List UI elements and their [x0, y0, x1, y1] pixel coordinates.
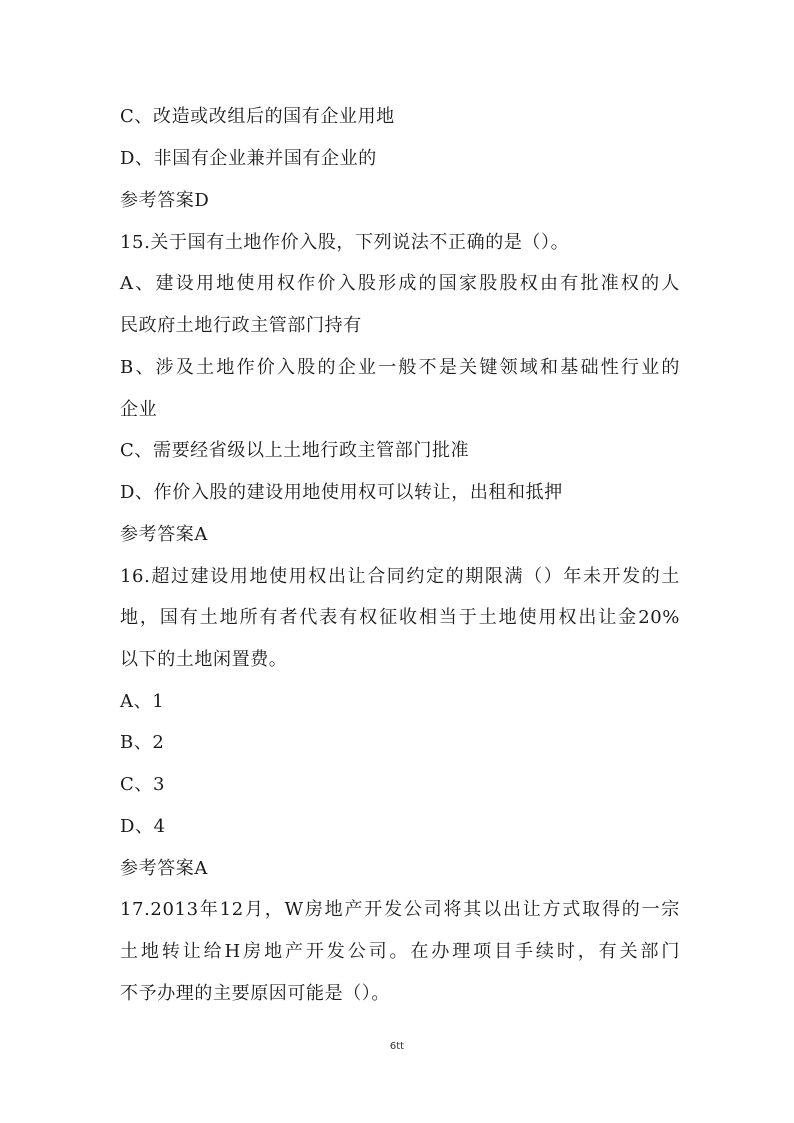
question-17-line2: 土地转让给H房地产开发公司。在办理项目手续时，有关部门 [120, 941, 680, 962]
option-a-q15-line2: 民政府土地行政主管部门持有 [120, 315, 362, 336]
question-16-line3: 以下的土地闲置费。 [120, 649, 288, 670]
option-a-q16: A、1 [120, 691, 165, 712]
option-c-q16: C、3 [120, 774, 166, 795]
option-d-q15: D、作价入股的建设用地使用权可以转让，出租和抵押 [120, 482, 563, 503]
option-d-q14: D、非国有企业兼并国有企业的 [120, 148, 377, 169]
answer-q15: 参考答案A [120, 524, 208, 545]
question-16-line2: 地，国有土地所有者代表有权征收相当于土地使用权出让金20% [120, 607, 680, 628]
option-a-q15-line1: A、建设用地使用权作价入股形成的国家股股权由有批准权的人 [120, 273, 680, 294]
page-number: 6tt [389, 1041, 405, 1052]
question-15: 15.关于国有土地作价入股，下列说法不正确的是（）。 [120, 232, 570, 253]
answer-q14: 参考答案D [120, 190, 210, 211]
option-c-q15: C、需要经省级以上土地行政主管部门批准 [120, 440, 470, 461]
answer-q16: 参考答案A [120, 858, 208, 879]
question-16-line1: 16.超过建设用地使用权出让合同约定的期限满（）年未开发的土 [120, 566, 680, 587]
question-17-line3: 不予办理的主要原因可能是（）。 [120, 983, 390, 1004]
question-17-line1: 17.2013年12月，W房地产开发公司将其以出让方式取得的一宗 [120, 899, 680, 920]
option-b-q15-line2: 企业 [120, 399, 158, 420]
option-d-q16: D、4 [120, 816, 166, 837]
option-b-q15-line1: B、涉及土地作价入股的企业一般不是关键领域和基础性行业的 [120, 357, 680, 378]
option-c-q14: C、改造或改组后的国有企业用地 [120, 106, 395, 127]
option-b-q16: B、2 [120, 732, 165, 753]
